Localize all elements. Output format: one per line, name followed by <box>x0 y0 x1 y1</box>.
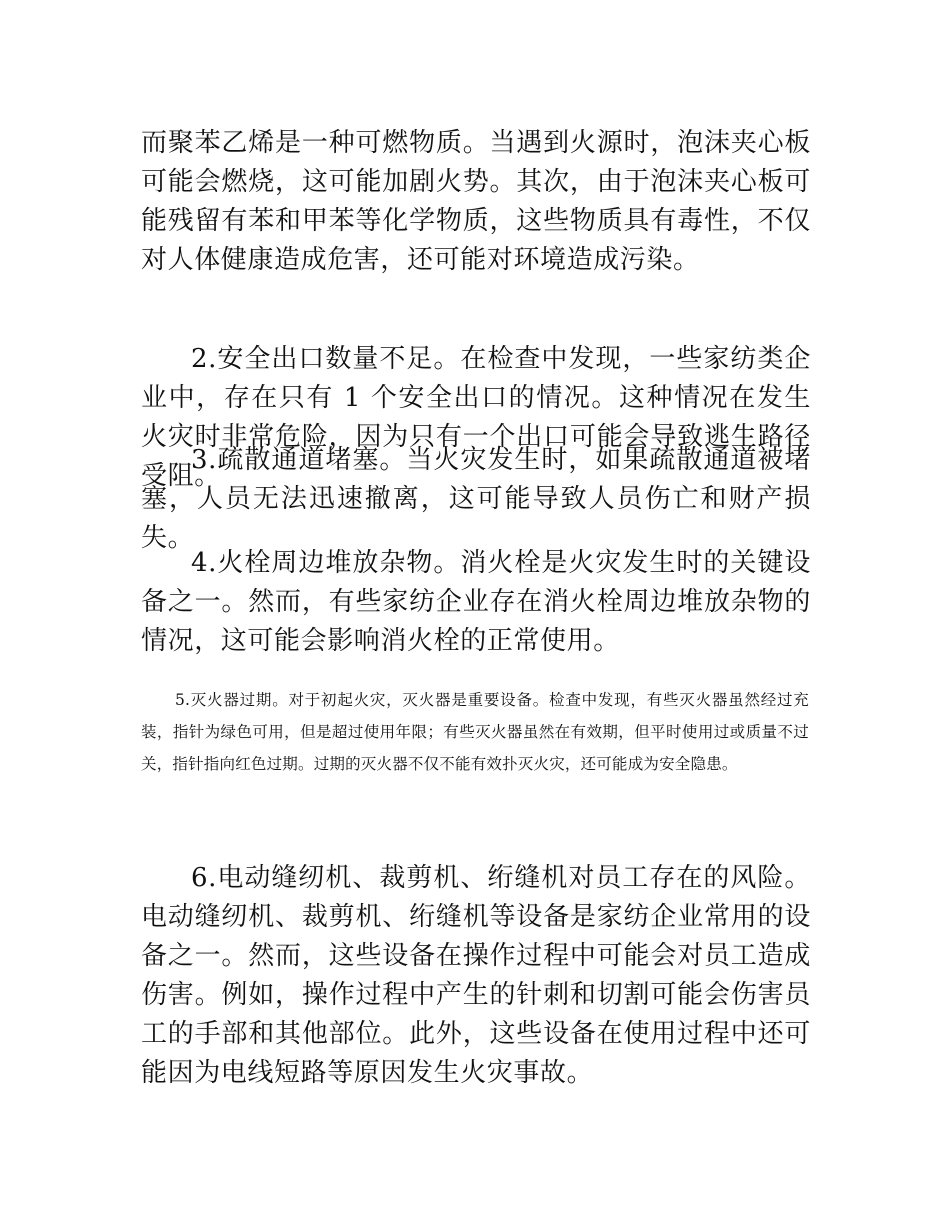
paragraph-intro: 而聚苯乙烯是一种可燃物质。当遇到火源时，泡沫夹心板可能会燃烧，这可能加剧火势。其次，由于泡沫夹心板可能残留有苯和甲苯等化学物质，这些物质具有毒性，不仅对人体健康造成危害，还可能对环境造成污染。 <box>141 128 811 275</box>
paragraph-item-3: 3.疏散通道堵塞。当火灾发生时，如果疏散通道被堵塞，人员无法迅速撤离，这可能导致人员伤亡和财产损失。 <box>141 445 811 553</box>
paragraph-item-6: 6.电动缝纫机、裁剪机、绗缝机对员工存在的风险。电动缝纫机、裁剪机、绗缝机等设备是家纺企业常用的设备之一。然而，这些设备在操作过程中可能会对员工造成伤害。例如，操作过程中产生的针刺和切割可能会伤害员工的手部和其他部位。此外，这些设备在使用过程中还可能因为电线短路等原因发生火灾事故。 <box>141 863 811 1088</box>
paragraph-item-4: 4.火栓周边堆放杂物。消火栓是火灾发生时的关键设备之一。然而，有些家纺企业存在消火栓周边堆放杂物的情况，这可能会影响消火栓的正常使用。 <box>141 548 811 656</box>
paragraph-item-5: 5.灭火器过期。对于初起火灾，灭火器是重要设备。检查中发现，有些灭火器虽然经过充装，指针为绿色可用，但是超过使用年限；有些灭火器虽然在有效期，但平时使用过或质量不过关，指针指向红色过期。过期的灭火器不仅不能有效扑灭火灾，还可能成为安全隐患。 <box>141 691 809 773</box>
paragraph-item-2: 2.安全出口数量不足。在检查中发现，一些家纺类企业中，存在只有 1 个安全出口的情况。这种情况在发生火灾时非常危险，因为只有一个出口可能会导致逃生路径受阻。 <box>141 344 811 491</box>
